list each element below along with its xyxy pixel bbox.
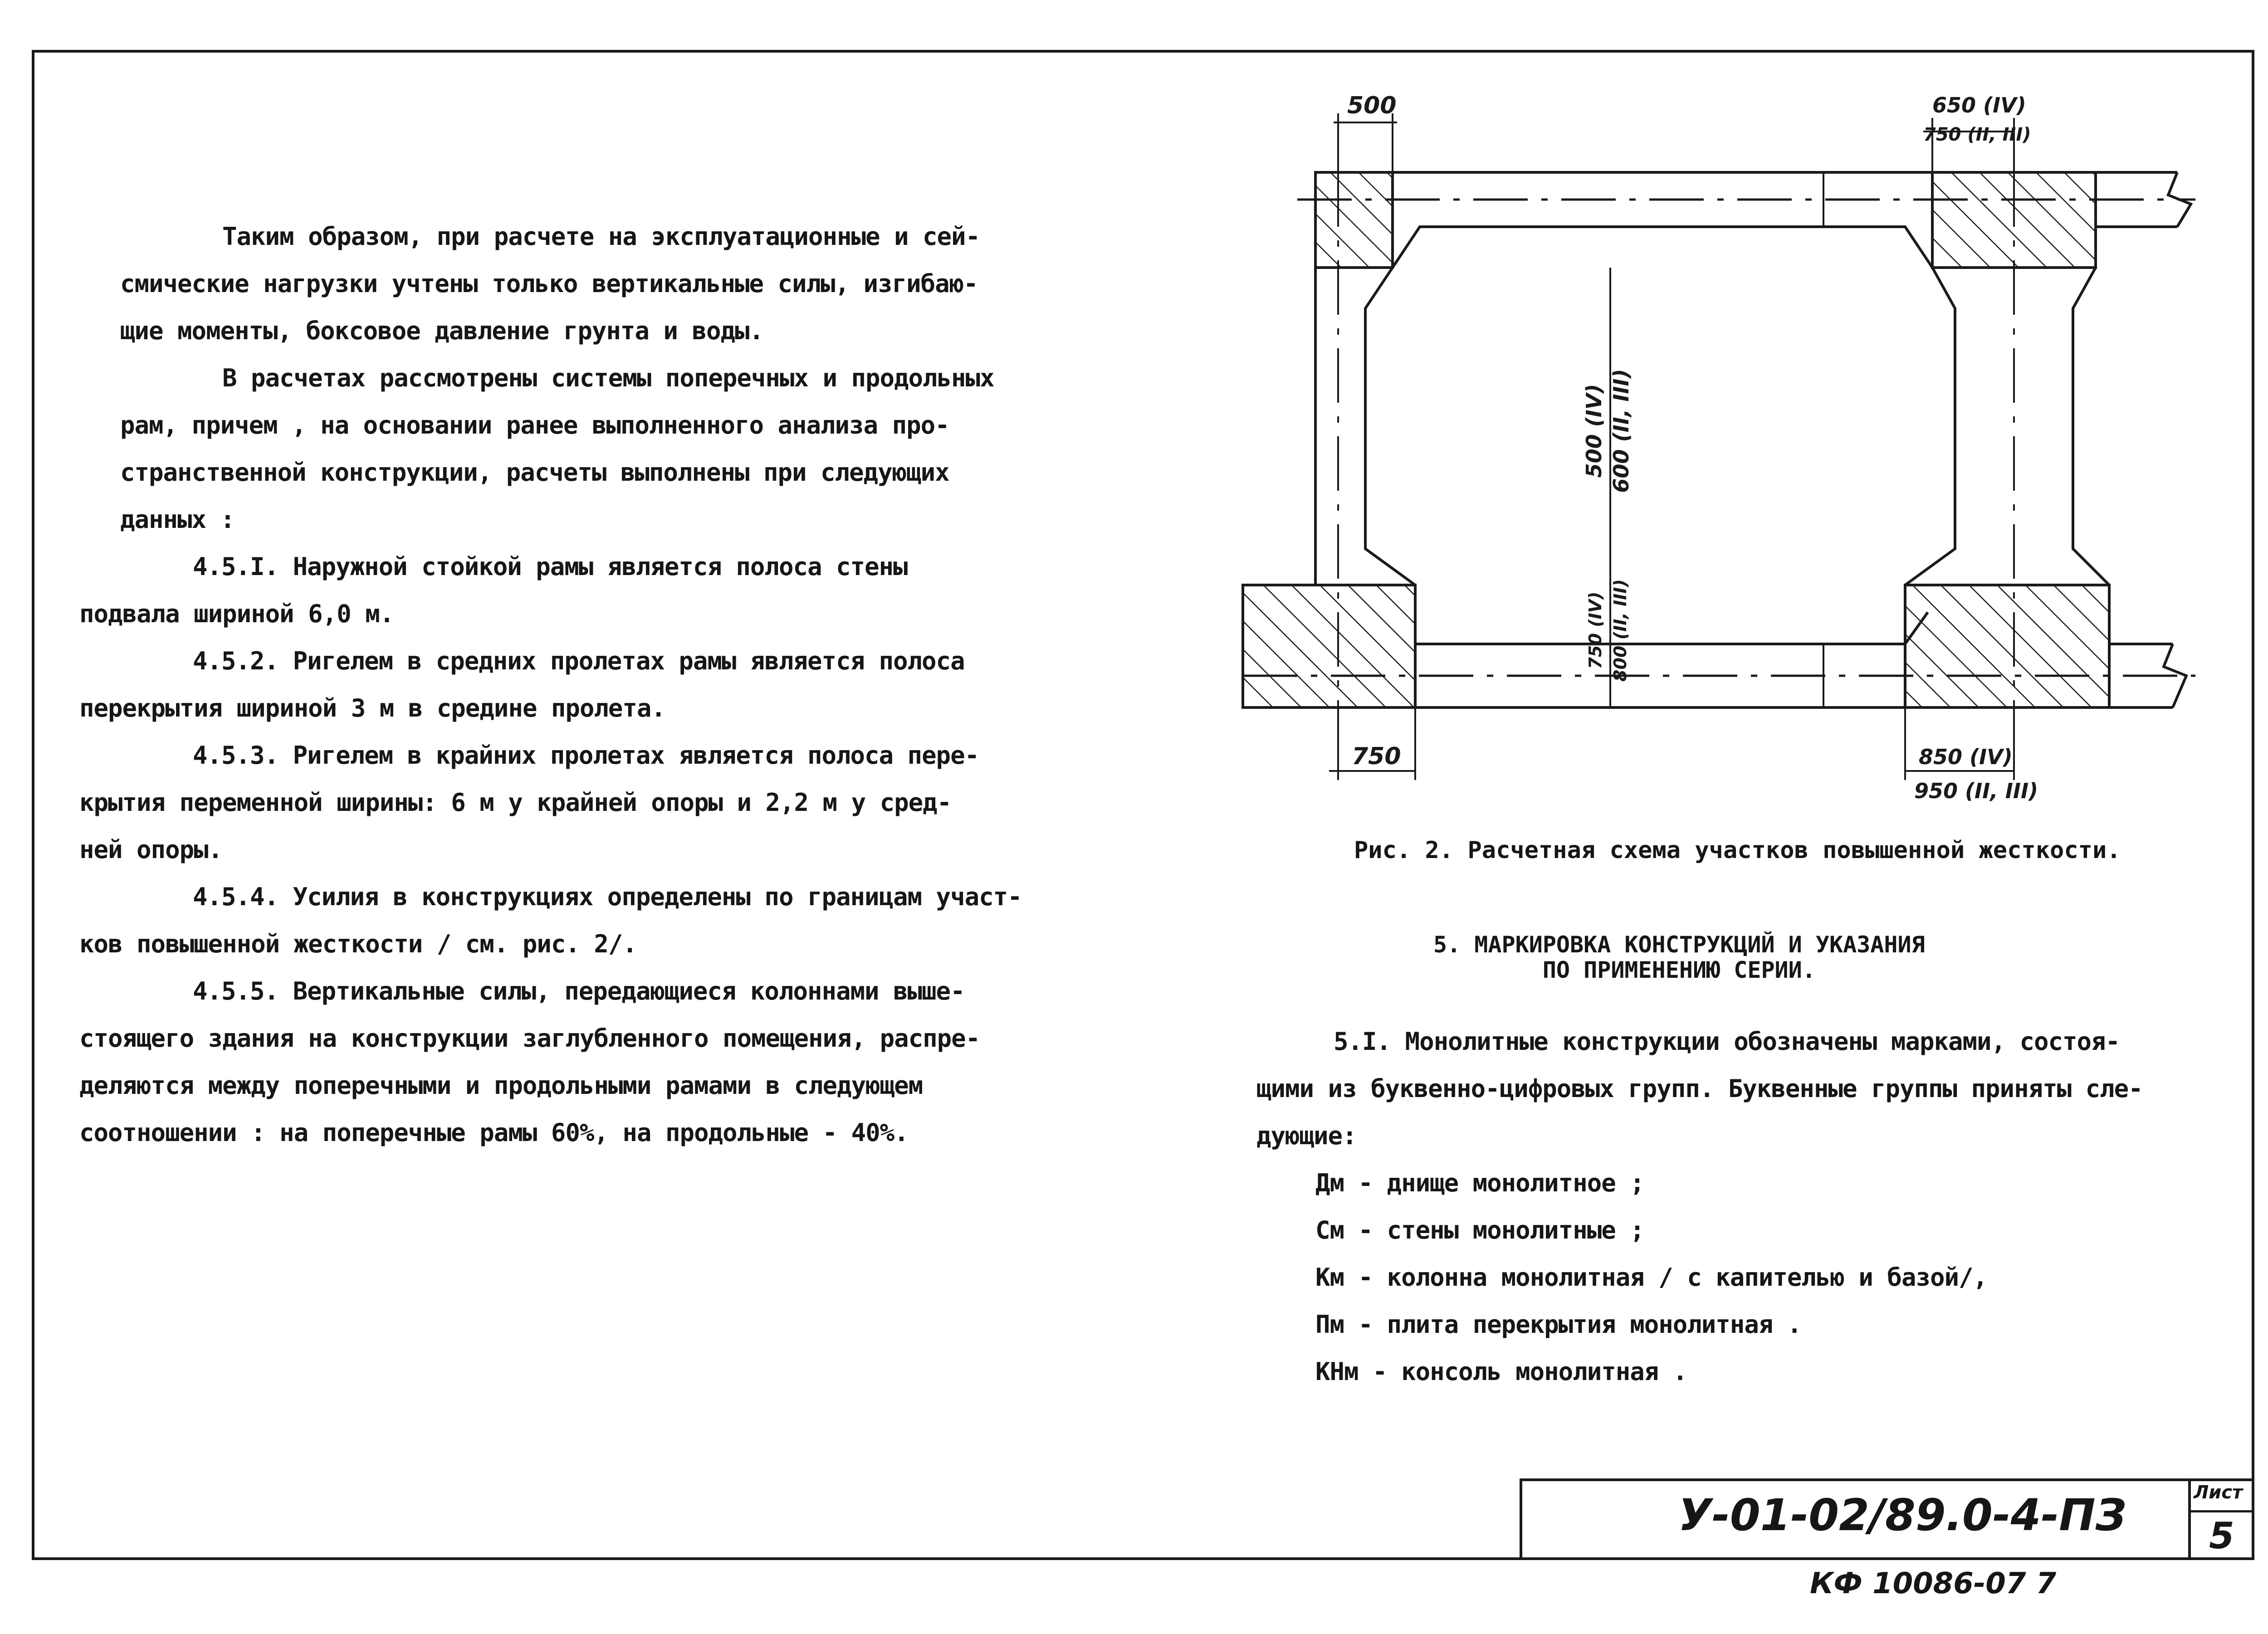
dim-low-v-2: 800 (II, III)	[1610, 579, 1630, 682]
text-line: 4.5.2. Ригелем в средних пролетах рамы является полоса	[193, 647, 965, 675]
bottom-beam-outline	[1415, 585, 1928, 644]
document-code: У-01-02/89.0-4-ПЗ	[1678, 1490, 2126, 1541]
list-item: КНм - консоль монолитная .	[1315, 1357, 1687, 1386]
list-item: Дм - днище монолитное ;	[1315, 1169, 1644, 1197]
text-line: щие моменты, боксовое давление грунта и воды.	[120, 317, 763, 345]
text-line: 4.5.3. Ригелем в крайних пролетах является полоса пере-	[193, 741, 979, 770]
list-item: Км - колонна монолитная / с капителью и базой/,	[1315, 1263, 1988, 1292]
top-left-rigid-zone	[1315, 172, 1393, 268]
dim-top-left: 500	[1347, 92, 1397, 119]
text-line: странственной конструкции, расчеты выполнены при следующих	[120, 458, 949, 487]
text-line: В расчетах рассмотрены системы поперечных и продольных	[222, 364, 994, 392]
right-column	[1905, 268, 1955, 585]
dim-bottom-right-2: 950 (II, III)	[1914, 779, 2038, 803]
text-line: смические нагрузки учтены только вертикальные силы, изгибаю-	[120, 269, 978, 298]
text-line: дующие:	[1256, 1122, 1357, 1150]
text-line: 5.I. Монолитные конструкции обозначены марками, состоя-	[1334, 1027, 2120, 1056]
text-line: рам, причем , на основании ранее выполненного анализа про-	[120, 411, 949, 439]
dim-mid-v-2: 600 (II, III)	[1609, 369, 1633, 493]
dim-top-right-2: 750 (II, III)	[1923, 124, 2031, 145]
text-line: 4.5.4. Усилия в конструкциях определены по границам участ-	[193, 883, 1022, 911]
figure-caption: Рис. 2. Расчетная схема участков повышенной жесткости.	[1354, 837, 2121, 864]
text-line: данных :	[120, 505, 235, 534]
text-line: ней опоры.	[79, 835, 223, 864]
list-item: Пм - плита перекрытия монолитная .	[1315, 1310, 1802, 1339]
section-5-heading	[1433, 932, 1925, 983]
list-item: См - стены монолитные ;	[1315, 1216, 1644, 1244]
text-line: подвала шириной 6,0 м.	[79, 600, 394, 628]
section-5-text	[1256, 1018, 2143, 1395]
text-line: Таким образом, при расчете на эксплуатационные и сей-	[222, 222, 980, 251]
sheet-label: Лист	[2194, 1482, 2243, 1503]
dim-low-v-1: 750 (IV)	[1585, 591, 1605, 669]
dim-bottom-right-1: 850 (IV)	[1919, 745, 2013, 769]
text-line: стоящего здания на конструкции заглубленного помещения, распре-	[79, 1024, 980, 1053]
text-line: 4.5.I. Наружной стойкой рамы является полоса стены	[193, 552, 908, 581]
text-line: 4.5.5. Вертикальные силы, передающиеся колоннами выше-	[193, 977, 965, 1005]
dim-mid-v-1: 500 (IV)	[1582, 384, 1606, 478]
text-line: крытия переменной ширины: 6 м у крайней опоры и 2,2 м у сред-	[79, 788, 952, 817]
sheet-divider	[2188, 1510, 2254, 1512]
sheet-number: 5	[2209, 1515, 2234, 1557]
text-line: ков повышенной жесткости / см. рис. 2/.	[79, 930, 637, 958]
dim-top-right-1: 650 (IV)	[1932, 93, 2026, 117]
text-line: перекрытия шириной 3 м в средине пролета.	[79, 694, 665, 722]
text-line: соотношении : на поперечные рамы 60%, на продольные - 40%.	[79, 1118, 909, 1147]
heading-line: 5. МАРКИРОВКА КОНСТРУКЦИЙ И УКАЗАНИЯ	[1433, 932, 1925, 958]
heading-line: ПО ПРИМЕНЕНИЮ СЕРИИ.	[1542, 957, 1816, 983]
inventory-number: КФ 10086-07 7	[1810, 1567, 2057, 1600]
bottom-right-rigid-zone	[1905, 585, 2109, 707]
text-line: деляются между поперечными и продольными рамами в следующем	[79, 1071, 923, 1100]
text-line: щими из буквенно-цифровых групп. Буквенные группы приняты сле-	[1256, 1074, 2143, 1103]
dim-bottom-left: 750	[1352, 743, 1401, 770]
bottom-left-rigid-zone	[1243, 585, 1415, 707]
top-beam-lower	[1393, 227, 1932, 268]
